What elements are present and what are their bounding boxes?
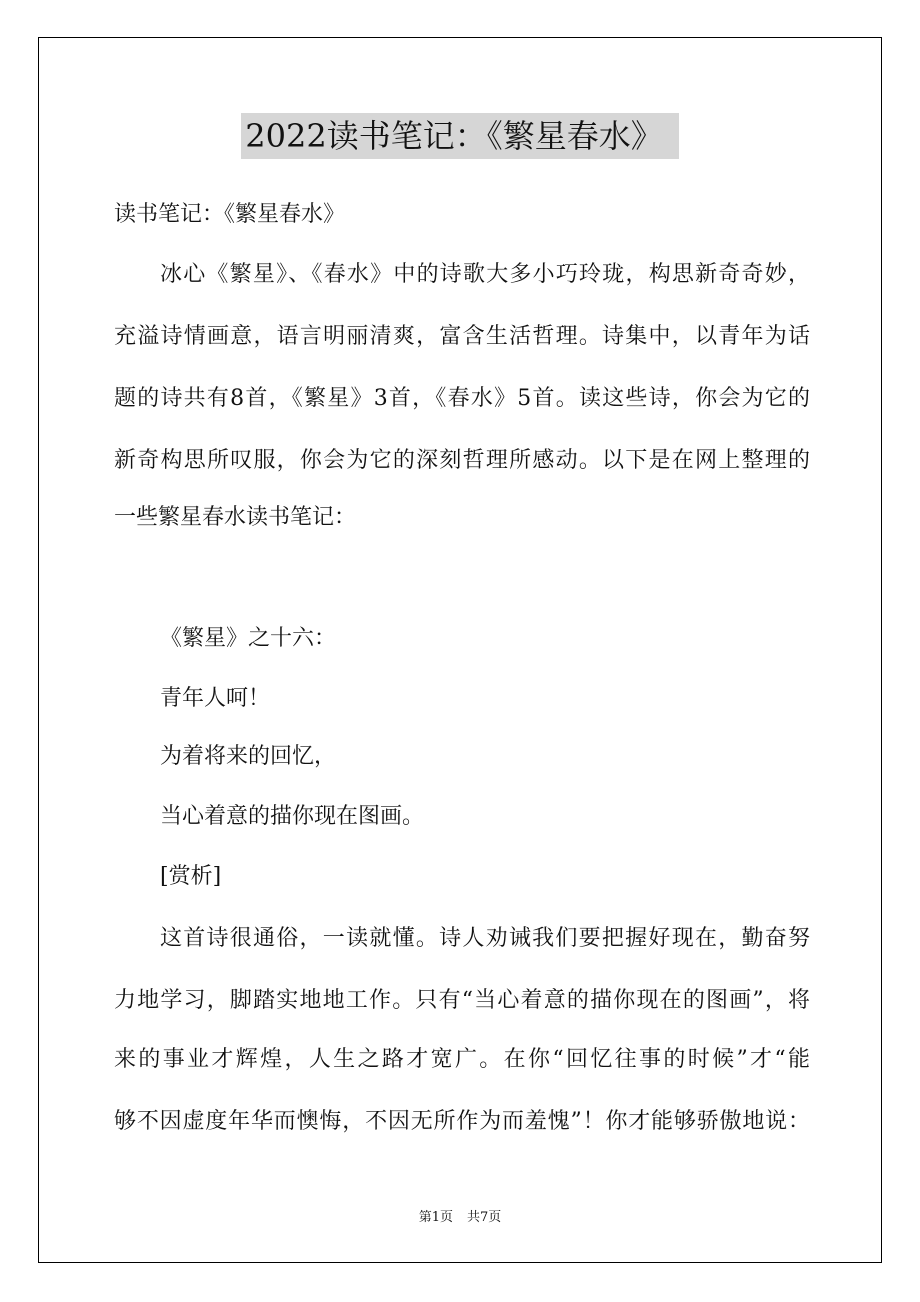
intro-line: 冰心《繁星》、《春水》中的诗歌大多小巧玲珑，构思新奇奇妙，: [160, 262, 810, 287]
intro-line: 充溢诗情画意，语言明丽清爽，富含生活哲理。诗集中，以青年为话: [114, 324, 810, 349]
page-total: 共7页: [467, 1210, 502, 1225]
poem-line: 为着将来的回忆，: [160, 744, 337, 769]
poem-heading: 《繁星》之十六：: [160, 626, 337, 651]
document-title: 2022读书笔记：《繁星春水》: [241, 113, 678, 159]
intro-line: 一些繁星春水读书笔记：: [114, 505, 357, 530]
analysis-label: [赏析]: [160, 864, 222, 889]
analysis-line: 力地学习，脚踏实地地工作。只有“当心着意的描你现在的图画”，将: [114, 988, 810, 1013]
intro-line: 题的诗共有8首，《繁星》3首，《春水》5首。读这些诗，你会为它的: [114, 386, 810, 411]
intro-line: 新奇构思所叹服，你会为它的深刻哲理所感动。以下是在网上整理的: [114, 448, 810, 473]
analysis-line: 够不因虚度年华而懊悔，不因无所作为而羞愧”！你才能够骄傲地说：: [114, 1109, 810, 1134]
analysis-line: 这首诗很通俗，一读就懂。诗人劝诫我们要把握好现在，勤奋努: [160, 926, 810, 951]
title-container: [0, 113, 920, 159]
subtitle: 读书笔记：《繁星春水》: [114, 202, 346, 227]
analysis-line: 来的事业才辉煌，人生之路才宽广。在你“回忆往事的时候”才“能: [114, 1047, 810, 1072]
poem-line: 当心着意的描你现在图画。: [160, 804, 425, 829]
poem-line: 青年人呵！: [160, 686, 271, 711]
page-number: 第1页: [418, 1210, 453, 1225]
page-footer: [0, 1209, 920, 1227]
